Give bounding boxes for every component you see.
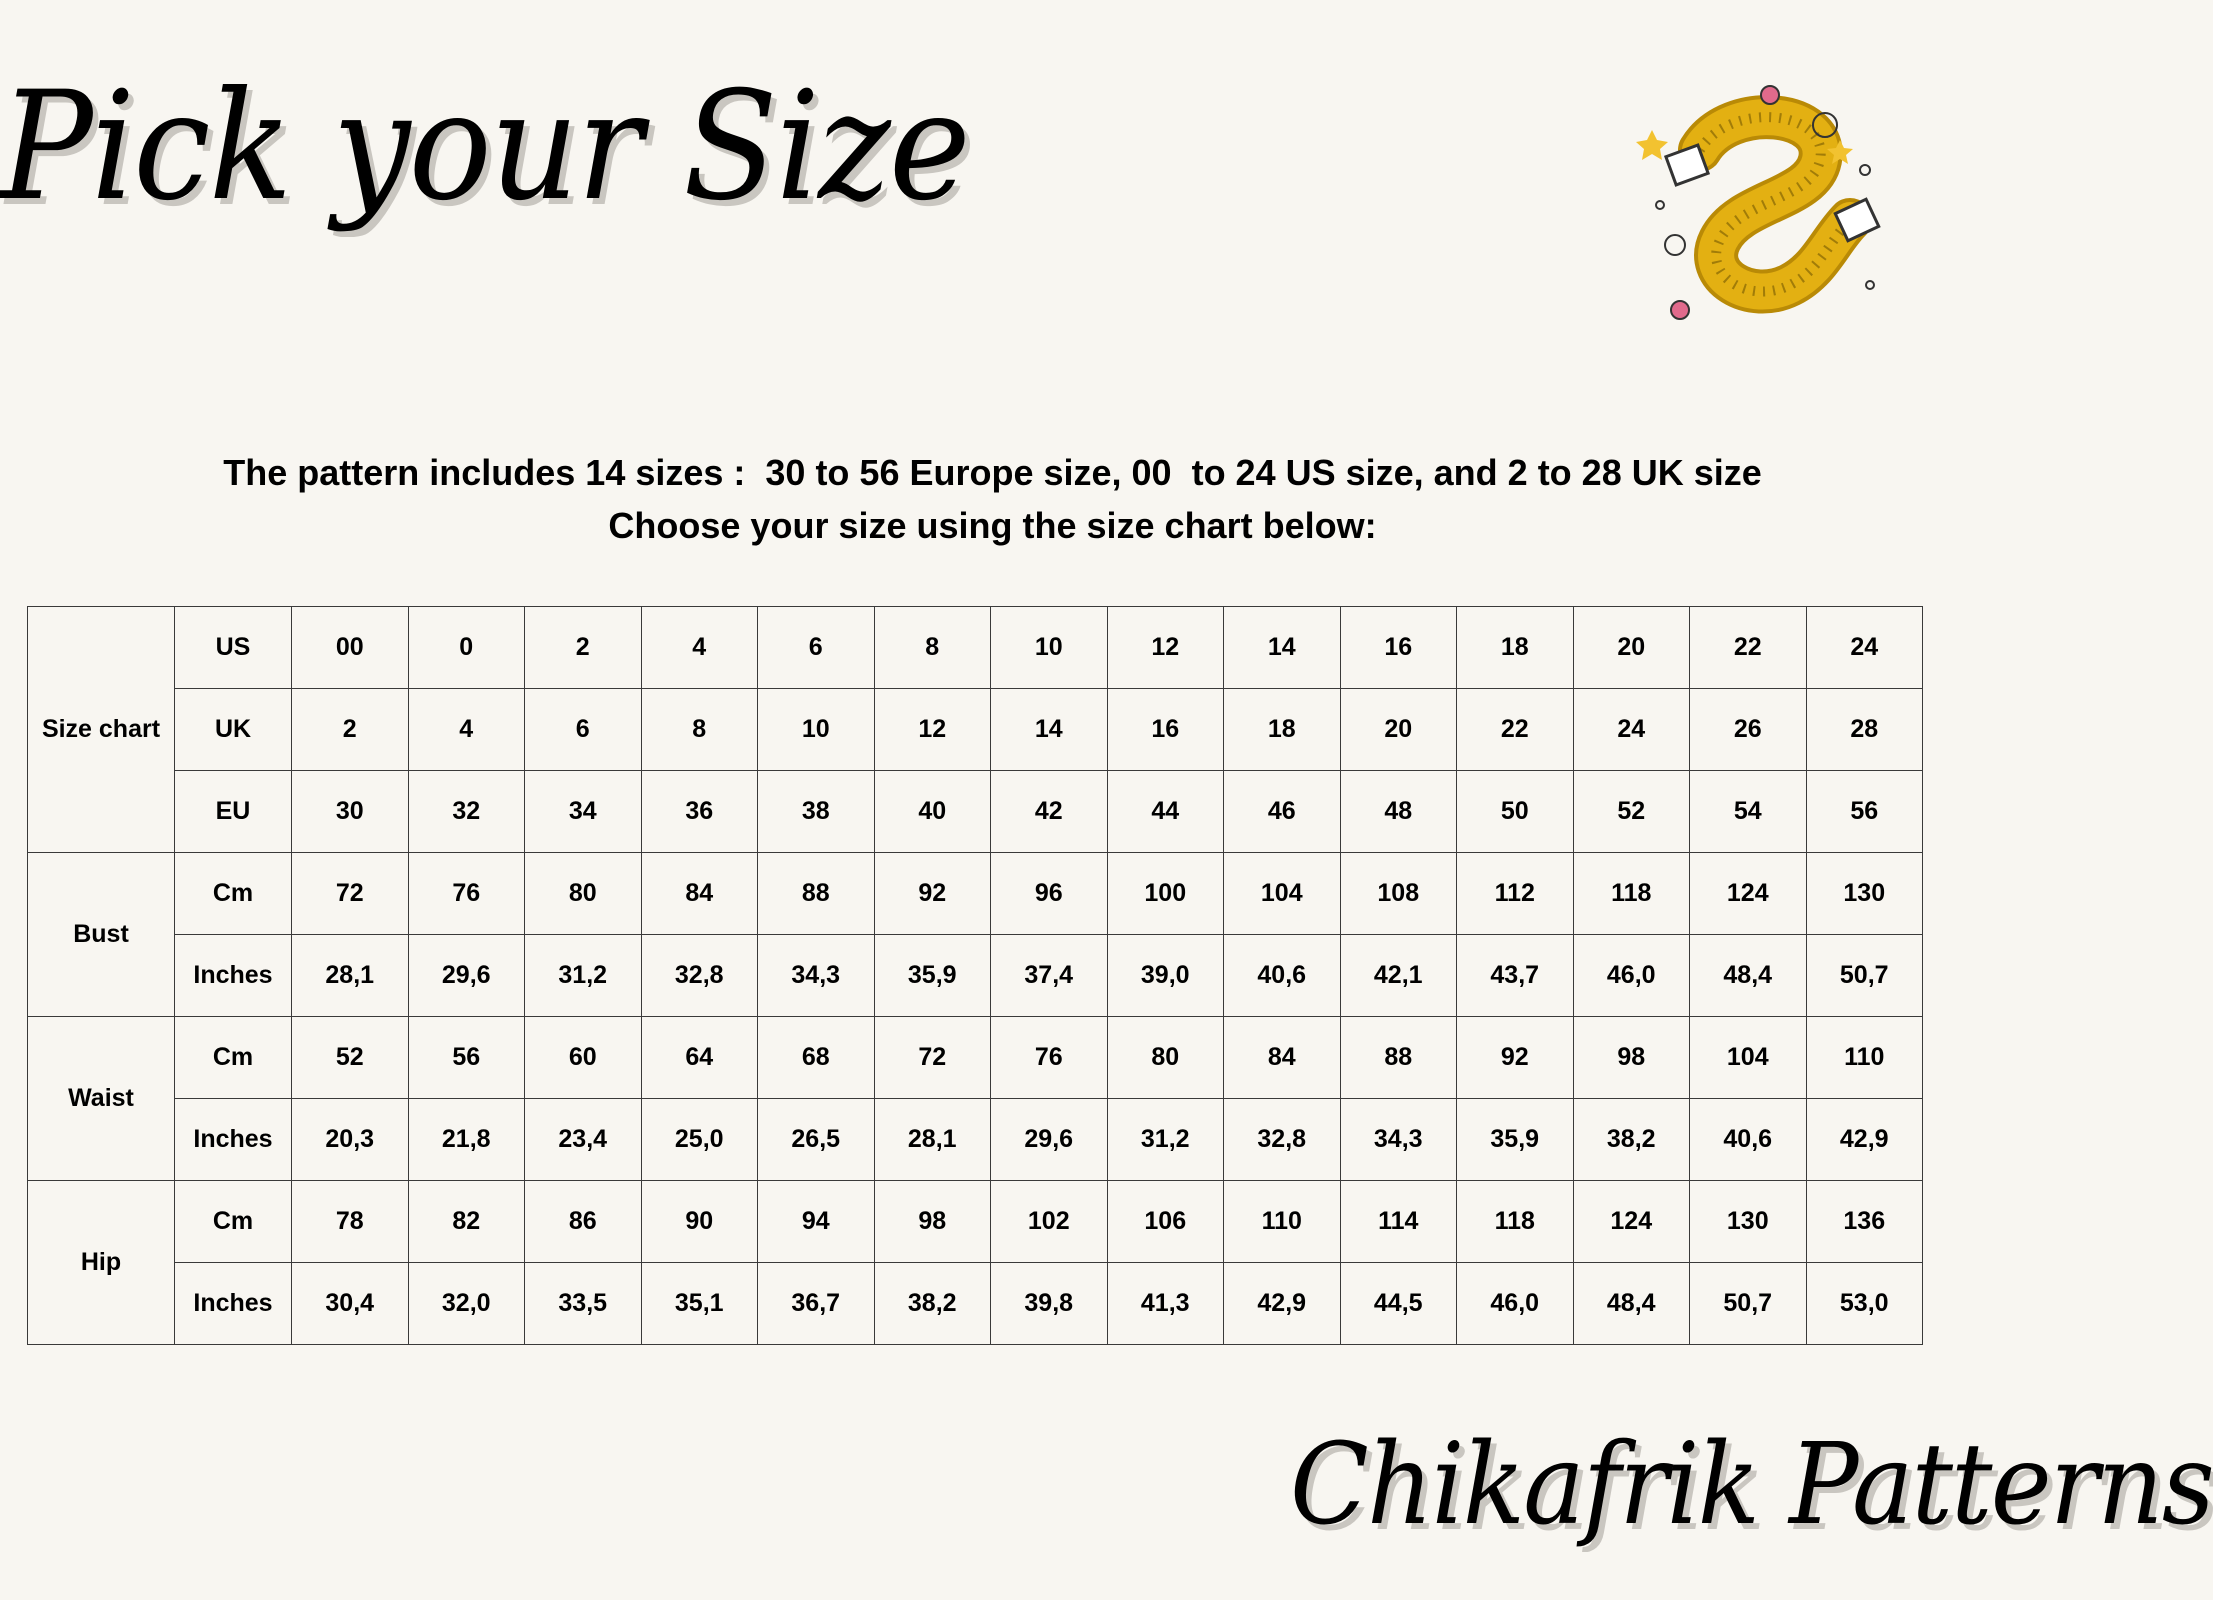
- size-cell: 106: [1107, 1181, 1224, 1263]
- size-cell: 72: [292, 853, 409, 935]
- size-cell: 53,0: [1806, 1263, 1923, 1345]
- size-cell: 29,6: [408, 935, 525, 1017]
- size-cell: 56: [408, 1017, 525, 1099]
- size-cell: 32,0: [408, 1263, 525, 1345]
- size-cell: 94: [758, 1181, 875, 1263]
- size-cell: 39,8: [991, 1263, 1108, 1345]
- size-cell: 38,2: [1573, 1099, 1690, 1181]
- size-cell: 118: [1573, 853, 1690, 935]
- size-cell: 42,9: [1806, 1099, 1923, 1181]
- size-cell: 14: [1224, 607, 1341, 689]
- size-cell: 104: [1224, 853, 1341, 935]
- size-cell: 112: [1457, 853, 1574, 935]
- table-row: [28, 1017, 1923, 1099]
- size-cell: 10: [991, 607, 1108, 689]
- size-cell: 68: [758, 1017, 875, 1099]
- size-cell: 48: [1340, 771, 1457, 853]
- size-cell: 110: [1224, 1181, 1341, 1263]
- size-cell: 56: [1806, 771, 1923, 853]
- group-label: Waist: [28, 1017, 175, 1181]
- size-cell: 12: [874, 689, 991, 771]
- size-cell: 100: [1107, 853, 1224, 935]
- size-cell: 26: [1690, 689, 1807, 771]
- size-cell: 28: [1806, 689, 1923, 771]
- size-cell: 80: [525, 853, 642, 935]
- table-row: [28, 607, 1923, 689]
- size-cell: 18: [1457, 607, 1574, 689]
- size-cell: 42,9: [1224, 1263, 1341, 1345]
- size-cell: 31,2: [1107, 1099, 1224, 1181]
- size-cell: 22: [1457, 689, 1574, 771]
- size-cell: 33,5: [525, 1263, 642, 1345]
- size-cell: 102: [991, 1181, 1108, 1263]
- size-cell: 34,3: [1340, 1099, 1457, 1181]
- size-cell: 00: [292, 607, 409, 689]
- size-cell: 41,3: [1107, 1263, 1224, 1345]
- size-cell: 20: [1340, 689, 1457, 771]
- measuring-tape-icon: [1640, 80, 1900, 330]
- size-cell: 44: [1107, 771, 1224, 853]
- size-cell: 44,5: [1340, 1263, 1457, 1345]
- size-cell: 0: [408, 607, 525, 689]
- size-cell: 50,7: [1690, 1263, 1807, 1345]
- size-cell: 24: [1806, 607, 1923, 689]
- group-label: Size chart: [28, 607, 175, 853]
- unit-label: Cm: [175, 853, 292, 935]
- size-cell: 46,0: [1573, 935, 1690, 1017]
- size-cell: 76: [991, 1017, 1108, 1099]
- size-cell: 38,2: [874, 1263, 991, 1345]
- size-cell: 42,1: [1340, 935, 1457, 1017]
- size-cell: 88: [758, 853, 875, 935]
- size-cell: 35,9: [1457, 1099, 1574, 1181]
- unit-label: US: [175, 607, 292, 689]
- size-cell: 39,0: [1107, 935, 1224, 1017]
- size-cell: 114: [1340, 1181, 1457, 1263]
- size-cell: 32,8: [641, 935, 758, 1017]
- size-cell: 16: [1107, 689, 1224, 771]
- unit-label: EU: [175, 771, 292, 853]
- unit-label: Cm: [175, 1017, 292, 1099]
- size-cell: 2: [292, 689, 409, 771]
- size-cell: 54: [1690, 771, 1807, 853]
- size-cell: 46,0: [1457, 1263, 1574, 1345]
- size-cell: 28,1: [874, 1099, 991, 1181]
- size-cell: 98: [1573, 1017, 1690, 1099]
- size-cell: 82: [408, 1181, 525, 1263]
- size-cell: 92: [874, 853, 991, 935]
- size-cell: 14: [991, 689, 1108, 771]
- size-cell: 136: [1806, 1181, 1923, 1263]
- size-cell: 52: [292, 1017, 409, 1099]
- size-cell: 90: [641, 1181, 758, 1263]
- size-cell: 4: [641, 607, 758, 689]
- size-cell: 78: [292, 1181, 409, 1263]
- size-cell: 130: [1690, 1181, 1807, 1263]
- size-cell: 86: [525, 1181, 642, 1263]
- size-cell: 24: [1573, 689, 1690, 771]
- size-cell: 84: [641, 853, 758, 935]
- size-cell: 22: [1690, 607, 1807, 689]
- size-cell: 124: [1573, 1181, 1690, 1263]
- size-cell: 25,0: [641, 1099, 758, 1181]
- unit-label: UK: [175, 689, 292, 771]
- size-cell: 4: [408, 689, 525, 771]
- size-cell: 6: [525, 689, 642, 771]
- size-cell: 31,2: [525, 935, 642, 1017]
- group-label: Hip: [28, 1181, 175, 1345]
- size-cell: 10: [758, 689, 875, 771]
- size-cell: 43,7: [1457, 935, 1574, 1017]
- size-cell: 130: [1806, 853, 1923, 935]
- size-cell: 42: [991, 771, 1108, 853]
- size-cell: 92: [1457, 1017, 1574, 1099]
- unit-label: Inches: [175, 935, 292, 1017]
- table-row: [28, 935, 1923, 1017]
- size-cell: 18: [1224, 689, 1341, 771]
- size-cell: 108: [1340, 853, 1457, 935]
- size-cell: 23,4: [525, 1099, 642, 1181]
- size-cell: 32: [408, 771, 525, 853]
- intro-line-1: The pattern includes 14 sizes : 30 to 56 Europe size, 00 to 24 US size, and 2 to 28 UK size: [223, 452, 1762, 493]
- size-cell: 35,9: [874, 935, 991, 1017]
- unit-label: Inches: [175, 1263, 292, 1345]
- size-cell: 29,6: [991, 1099, 1108, 1181]
- size-cell: 20: [1573, 607, 1690, 689]
- size-cell: 88: [1340, 1017, 1457, 1099]
- table-row: [28, 771, 1923, 853]
- size-cell: 36: [641, 771, 758, 853]
- size-cell: 38: [758, 771, 875, 853]
- size-cell: 26,5: [758, 1099, 875, 1181]
- size-cell: 48,4: [1690, 935, 1807, 1017]
- size-cell: 37,4: [991, 935, 1108, 1017]
- size-cell: 20,3: [292, 1099, 409, 1181]
- size-cell: 40: [874, 771, 991, 853]
- size-cell: 34: [525, 771, 642, 853]
- size-cell: 8: [874, 607, 991, 689]
- unit-label: Cm: [175, 1181, 292, 1263]
- size-cell: 28,1: [292, 935, 409, 1017]
- size-cell: 124: [1690, 853, 1807, 935]
- size-cell: 48,4: [1573, 1263, 1690, 1345]
- size-cell: 8: [641, 689, 758, 771]
- unit-label: Inches: [175, 1099, 292, 1181]
- size-cell: 6: [758, 607, 875, 689]
- size-cell: 40,6: [1224, 935, 1341, 1017]
- table-row: [28, 853, 1923, 935]
- size-cell: 30: [292, 771, 409, 853]
- size-cell: 2: [525, 607, 642, 689]
- table-row: [28, 1099, 1923, 1181]
- size-cell: 64: [641, 1017, 758, 1099]
- size-cell: 110: [1806, 1017, 1923, 1099]
- table-row: [28, 1181, 1923, 1263]
- size-cell: 96: [991, 853, 1108, 935]
- size-cell: 52: [1573, 771, 1690, 853]
- size-cell: 104: [1690, 1017, 1807, 1099]
- size-cell: 50: [1457, 771, 1574, 853]
- intro-line-2: Choose your size using the size chart below:: [608, 505, 1377, 546]
- size-cell: 36,7: [758, 1263, 875, 1345]
- size-cell: 35,1: [641, 1263, 758, 1345]
- size-cell: 50,7: [1806, 935, 1923, 1017]
- size-cell: 32,8: [1224, 1099, 1341, 1181]
- page-title: Pick your Size: [0, 60, 969, 234]
- size-cell: 80: [1107, 1017, 1224, 1099]
- size-cell: 84: [1224, 1017, 1341, 1099]
- size-cell: 12: [1107, 607, 1224, 689]
- size-cell: 40,6: [1690, 1099, 1807, 1181]
- size-cell: 21,8: [408, 1099, 525, 1181]
- size-cell: 76: [408, 853, 525, 935]
- table-row: [28, 689, 1923, 771]
- size-cell: 98: [874, 1181, 991, 1263]
- size-cell: 34,3: [758, 935, 875, 1017]
- group-label: Bust: [28, 853, 175, 1017]
- size-cell: 72: [874, 1017, 991, 1099]
- brand-signature: Chikafrik Patterns: [1290, 1420, 2213, 1550]
- size-cell: 60: [525, 1017, 642, 1099]
- size-cell: 46: [1224, 771, 1341, 853]
- table-row: [28, 1263, 1923, 1345]
- size-cell: 30,4: [292, 1263, 409, 1345]
- size-cell: 16: [1340, 607, 1457, 689]
- size-chart-table: [27, 606, 1923, 1345]
- size-cell: 118: [1457, 1181, 1574, 1263]
